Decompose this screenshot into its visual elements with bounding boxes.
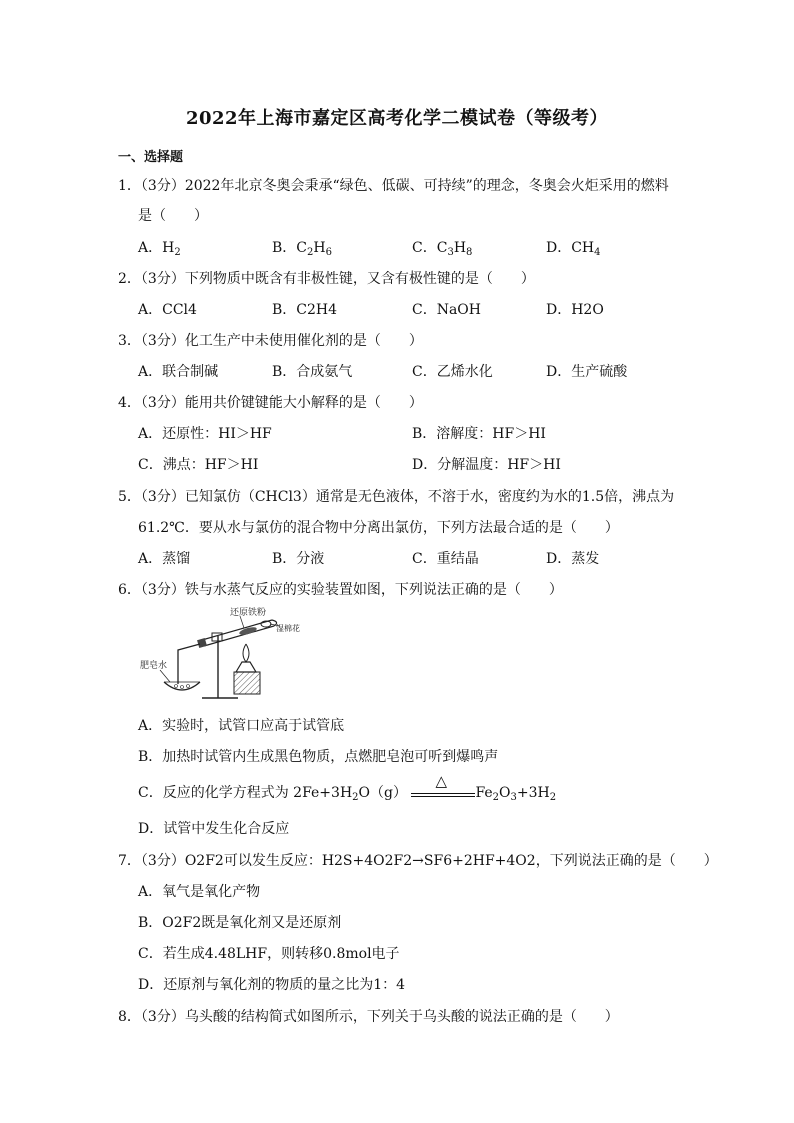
q1-stem-line2: 是（ ） — [138, 208, 208, 224]
q5-stem-line2: 61.2℃．要从水与氯仿的混合物中分离出氯仿，下列方法最合适的是（ ） — [138, 520, 619, 536]
q3-option-b[interactable]: B．合成氨气 — [272, 364, 353, 380]
q1-stem-line1: 1．（3分）2022年北京冬奥会秉承“绿色、低碳、可持续”的理念，冬奥会火炬采用的燃料 — [118, 178, 669, 194]
q2-option-b[interactable]: B．C2H4 — [272, 302, 338, 318]
label-soap-water: 肥皂水 — [140, 661, 168, 671]
q2-stem: 2．（3分）下列物质中既含有非极性键，又含有极性键的是（ ） — [118, 271, 535, 287]
heat-condition-sign: △ — [411, 784, 475, 802]
q3-option-a[interactable]: A．联合制碱 — [138, 364, 219, 380]
q3-option-d[interactable]: D．生产硫酸 — [546, 364, 628, 380]
q6-option-d[interactable]: D．试管中发生化合反应 — [138, 821, 290, 837]
q1-option-d[interactable]: D．$CH_4$ — [546, 240, 601, 258]
q6-option-c[interactable]: C．反应的化学方程式为 $2Fe+3H_2O(g)$ △ $Fe_2O_3+3H_2$ — [138, 772, 557, 803]
alcohol-lamp — [236, 662, 256, 672]
q2-option-d[interactable]: D．H2O — [546, 302, 604, 318]
q5-option-d[interactable]: D．蒸发 — [546, 551, 600, 567]
lamp-base — [234, 672, 260, 694]
q7-option-d[interactable]: D．还原剂与氧化剂的物质的量之比为1：4 — [138, 977, 406, 993]
q1-option-b[interactable]: B．$C_2H_6$ — [272, 240, 332, 258]
section-heading: 一、选择题 — [118, 150, 184, 165]
q4-stem: 4．（3分）能用共价键键能大小解释的是（ ） — [118, 395, 423, 411]
q4-option-b[interactable]: B．溶解度：HF＞HI — [412, 426, 546, 442]
q1-option-c[interactable]: C．$C_3H_8$ — [412, 240, 473, 258]
q7-option-a[interactable]: A．氧气是氧化产物 — [138, 884, 261, 900]
label-wet-cotton: 湿棉花 — [276, 624, 300, 633]
q7-option-c[interactable]: C．若生成4.48LHF，则转移0.8mol电子 — [138, 946, 400, 962]
q5-option-c[interactable]: C．重结晶 — [412, 551, 479, 567]
q3-stem: 3．（3分）化工生产中未使用催化剂的是（ ） — [118, 333, 423, 349]
flame — [243, 644, 249, 662]
q6-option-a[interactable]: A．实验时，试管口应高于试管底 — [138, 718, 345, 734]
q5-option-b[interactable]: B．分液 — [272, 551, 325, 567]
exam-title: 2022年上海市嘉定区高考化学二模试卷（等级考） — [185, 108, 609, 129]
q5-option-a[interactable]: A．蒸馏 — [138, 551, 191, 567]
label-iron-powder: 还原铁粉 — [230, 608, 267, 618]
q4-option-c[interactable]: C．沸点：HF＞HI — [138, 457, 259, 473]
q8-stem: 8．（3分）乌头酸的结构简式如图所示，下列关于乌头酸的说法正确的是（ ） — [118, 1009, 619, 1025]
apparatus-diagram — [140, 606, 300, 704]
q7-option-b[interactable]: B．O2F2既是氧化剂又是还原剂 — [138, 915, 342, 931]
q6-stem: 6．（3分）铁与水蒸气反应的实验装置如图，下列说法正确的是（ ） — [118, 582, 563, 598]
q4-option-d[interactable]: D．分解温度：HF＞HI — [412, 457, 561, 473]
q3-option-c[interactable]: C．乙烯水化 — [412, 364, 493, 380]
q4-option-a[interactable]: A．还原性：HI＞HF — [138, 426, 272, 442]
q1-option-a[interactable]: A．$H_2$ — [138, 240, 181, 258]
q6-option-b[interactable]: B．加热时试管内生成黑色物质，点燃肥皂泡可听到爆鸣声 — [138, 749, 499, 765]
delivery-tube — [178, 644, 200, 684]
q2-option-c[interactable]: C．NaOH — [412, 302, 481, 318]
q2-option-a[interactable]: A．CCl4 — [138, 302, 197, 318]
q5-stem-line1: 5．（3分）已知氯仿（CHCl3）通常是无色液体，不溶于水，密度约为水的1.5倍，沸点为 — [118, 489, 675, 505]
q7-stem: 7．（3分）O2F2可以发生反应：H2S+4O2F2→SF6+2HF+4O2，下列说法正确的是（ ） — [118, 853, 718, 869]
